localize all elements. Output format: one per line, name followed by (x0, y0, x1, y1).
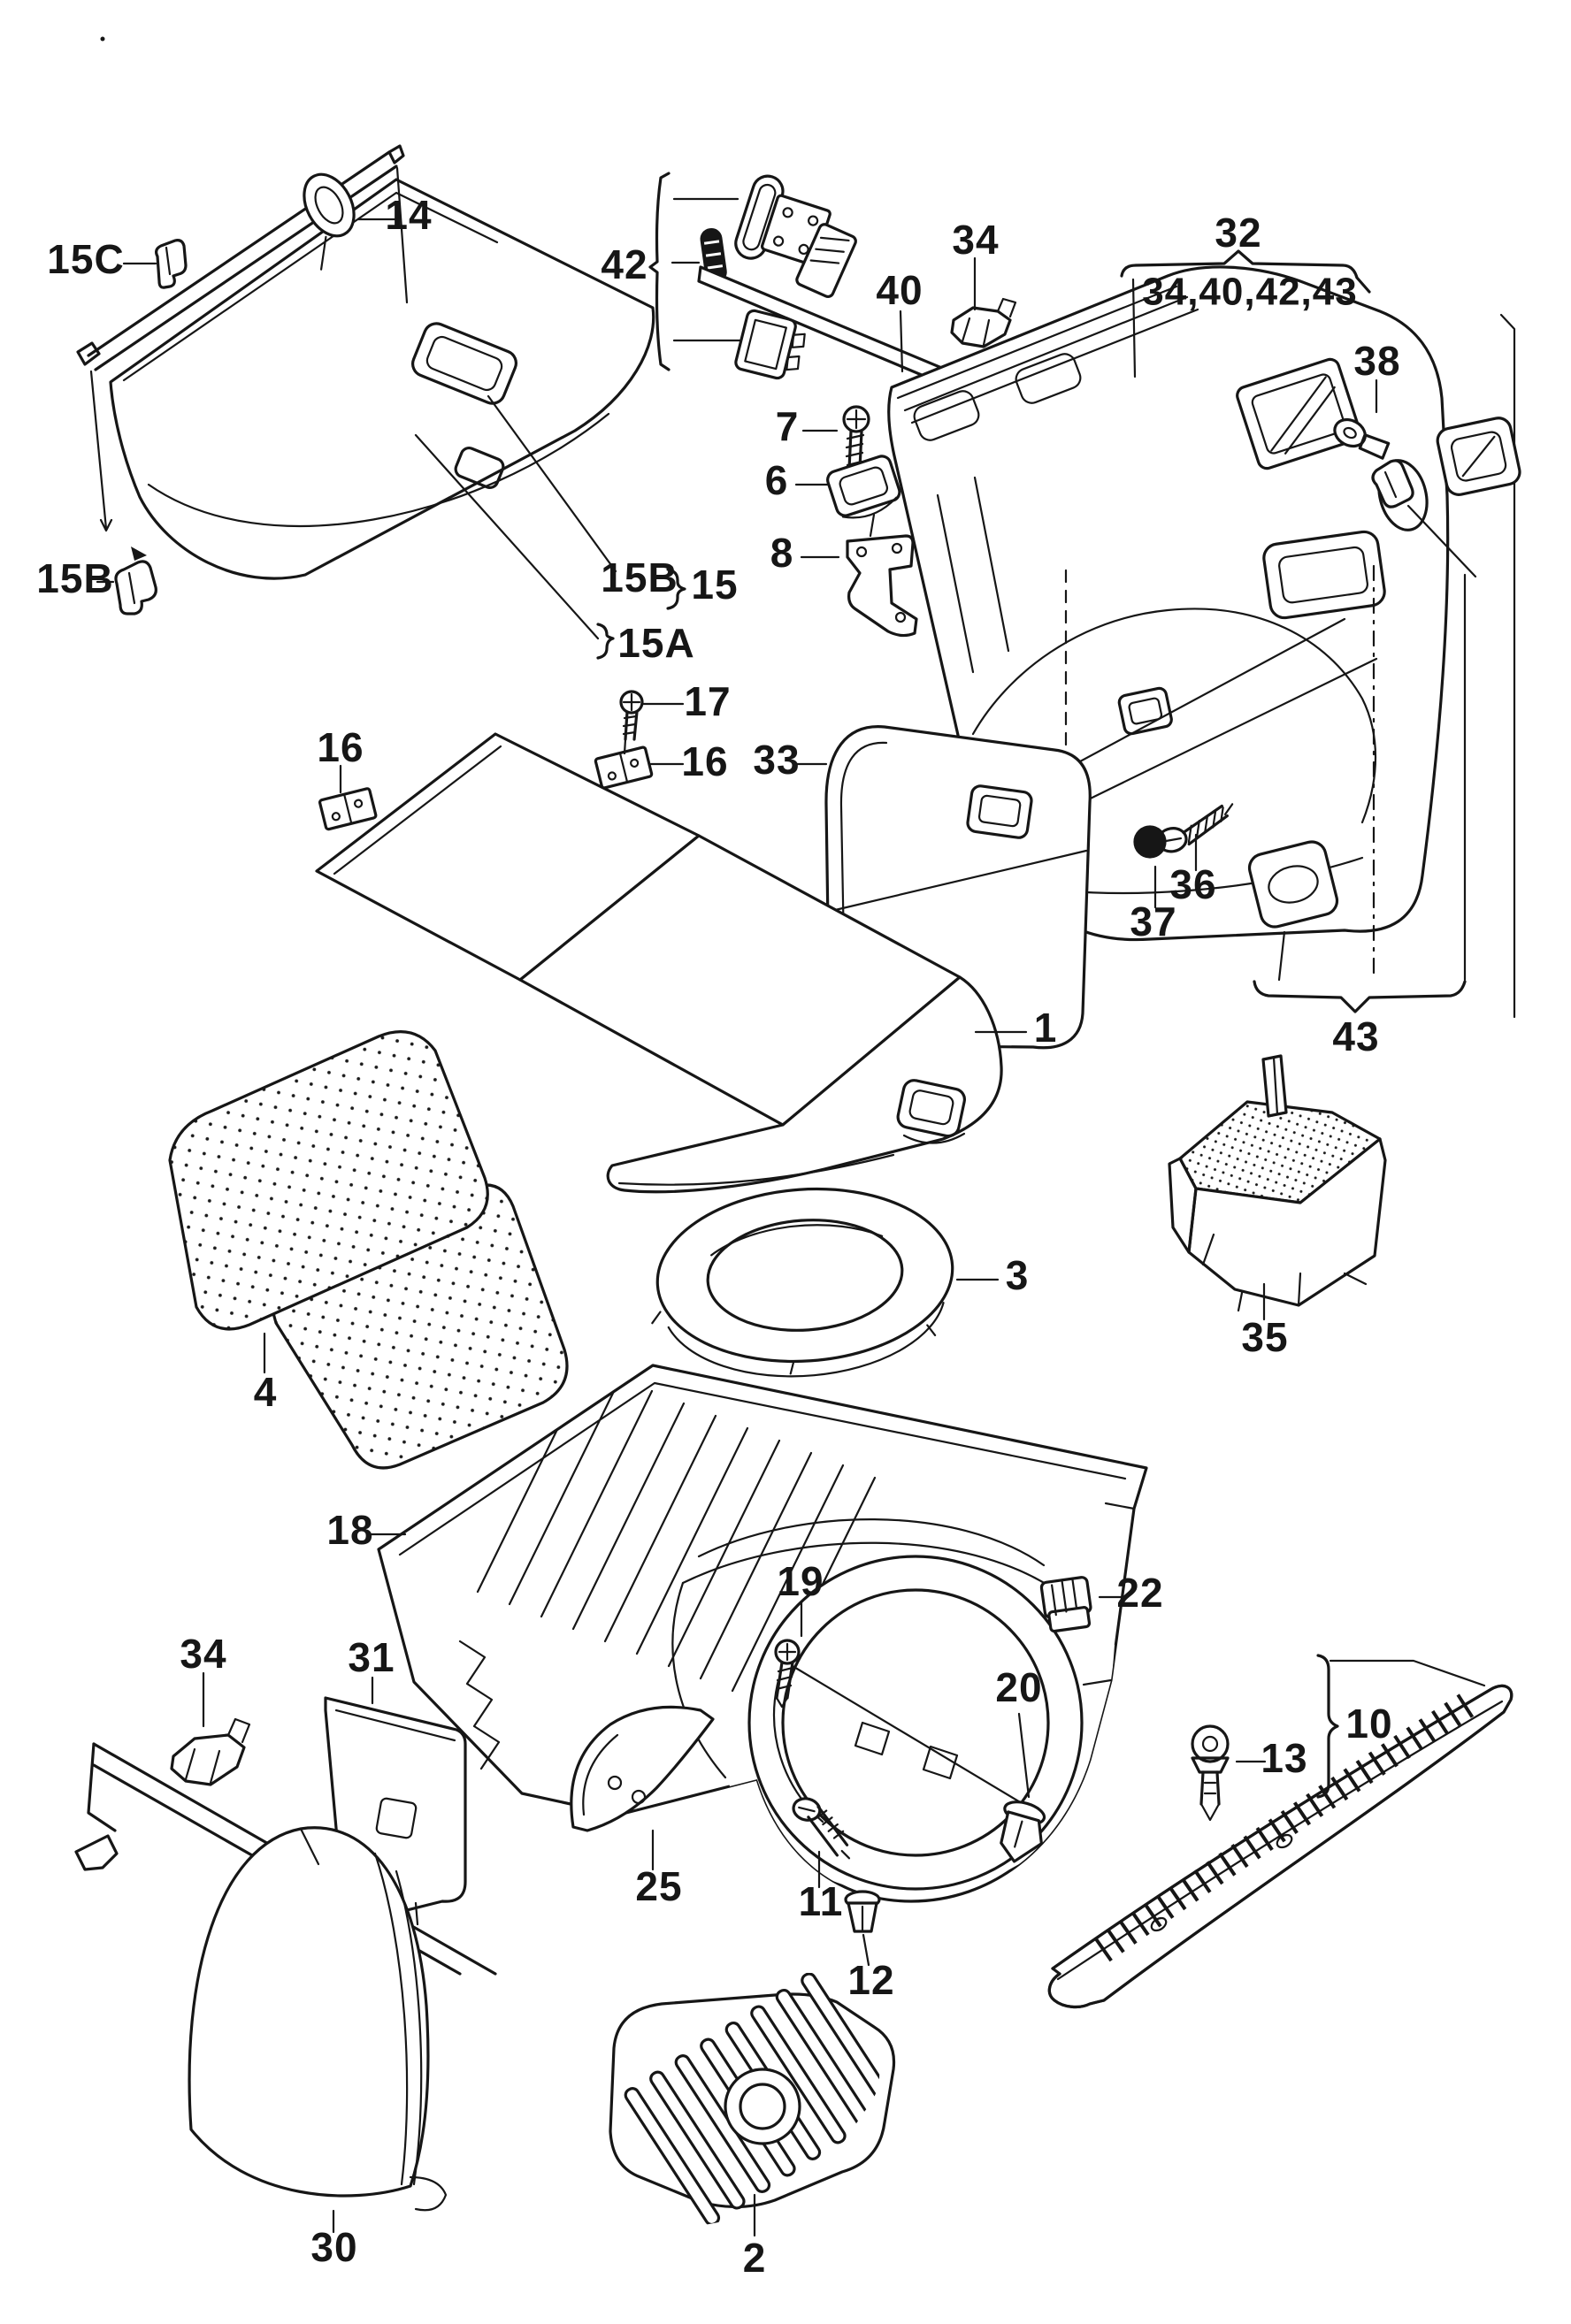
part-label-32: 32 (1215, 210, 1262, 256)
part-label-11: 11 (798, 1878, 844, 1925)
part-label-15B: 15B (36, 555, 114, 602)
part-label-35: 35 (1241, 1314, 1289, 1361)
part-label-25: 25 (635, 1863, 683, 1910)
part-bezel-right (1436, 315, 1522, 1017)
part-label-3: 3 (1005, 1252, 1030, 1299)
part-label-13: 13 (1261, 1735, 1308, 1782)
part-label-12: 12 (847, 1957, 895, 2004)
part-plate-16-left (319, 788, 377, 829)
part-label-30: 30 (310, 2224, 358, 2271)
part-label-4: 4 (253, 1369, 278, 1416)
part-label-38: 38 (1353, 338, 1401, 385)
part-label-15B: 15B (601, 554, 678, 601)
part-rivet-13 (1192, 1726, 1228, 1820)
print-artifact-dot (101, 37, 105, 42)
part-clip-12 (846, 1892, 879, 1931)
part-parcel-shelf-cover (78, 146, 654, 578)
part-label-14: 14 (385, 192, 433, 239)
part-mat-4 (170, 1032, 567, 1468)
part-clip-34-bottom (172, 1719, 249, 1785)
part-label-15: 15 (691, 562, 739, 608)
part-label-34: 34 (952, 217, 1000, 264)
part-label-34: 34 (180, 1631, 227, 1678)
part-screw-17 (621, 692, 642, 753)
part-label-43: 43 (1332, 1013, 1380, 1060)
part-label-36: 36 (1169, 861, 1217, 908)
part-label-10: 10 (1345, 1701, 1393, 1747)
part-label-22: 22 (1116, 1570, 1164, 1617)
part-label-1: 1 (1033, 1005, 1058, 1051)
part-bracket-8 (847, 536, 916, 636)
part-label-31: 31 (348, 1634, 395, 1681)
part-label-33: 33 (753, 737, 801, 784)
part-label-42: 42 (601, 241, 648, 288)
part-label-16: 16 (681, 738, 729, 785)
part-tray-35 (1169, 1056, 1385, 1311)
part-label-34,40,42,43: 34,40,42,43 (1142, 270, 1358, 314)
part-clip-15c (157, 241, 186, 288)
part-label-17: 17 (684, 678, 732, 725)
part-sill-strip-10 (1049, 1686, 1511, 2007)
part-clip-15b (116, 547, 156, 614)
part-label-7: 7 (775, 403, 800, 450)
part-label-19: 19 (777, 1558, 824, 1605)
part-label-2: 2 (742, 2235, 767, 2282)
part-label-20: 20 (995, 1664, 1043, 1711)
part-label-6: 6 (764, 457, 789, 504)
part-label-40: 40 (876, 267, 923, 314)
part-spare-wheel-mat-2 (610, 1971, 898, 2227)
part-ring-3 (644, 1180, 960, 1387)
leader-6-to-8 (870, 515, 874, 536)
part-trim-bezel-6 (825, 454, 904, 524)
part-label-8: 8 (770, 530, 794, 577)
part-label-15C: 15C (47, 236, 125, 283)
part-label-37: 37 (1130, 898, 1177, 945)
part-label-16: 16 (317, 724, 364, 771)
part-label-15A: 15A (617, 620, 695, 667)
part-label-18: 18 (326, 1507, 374, 1554)
